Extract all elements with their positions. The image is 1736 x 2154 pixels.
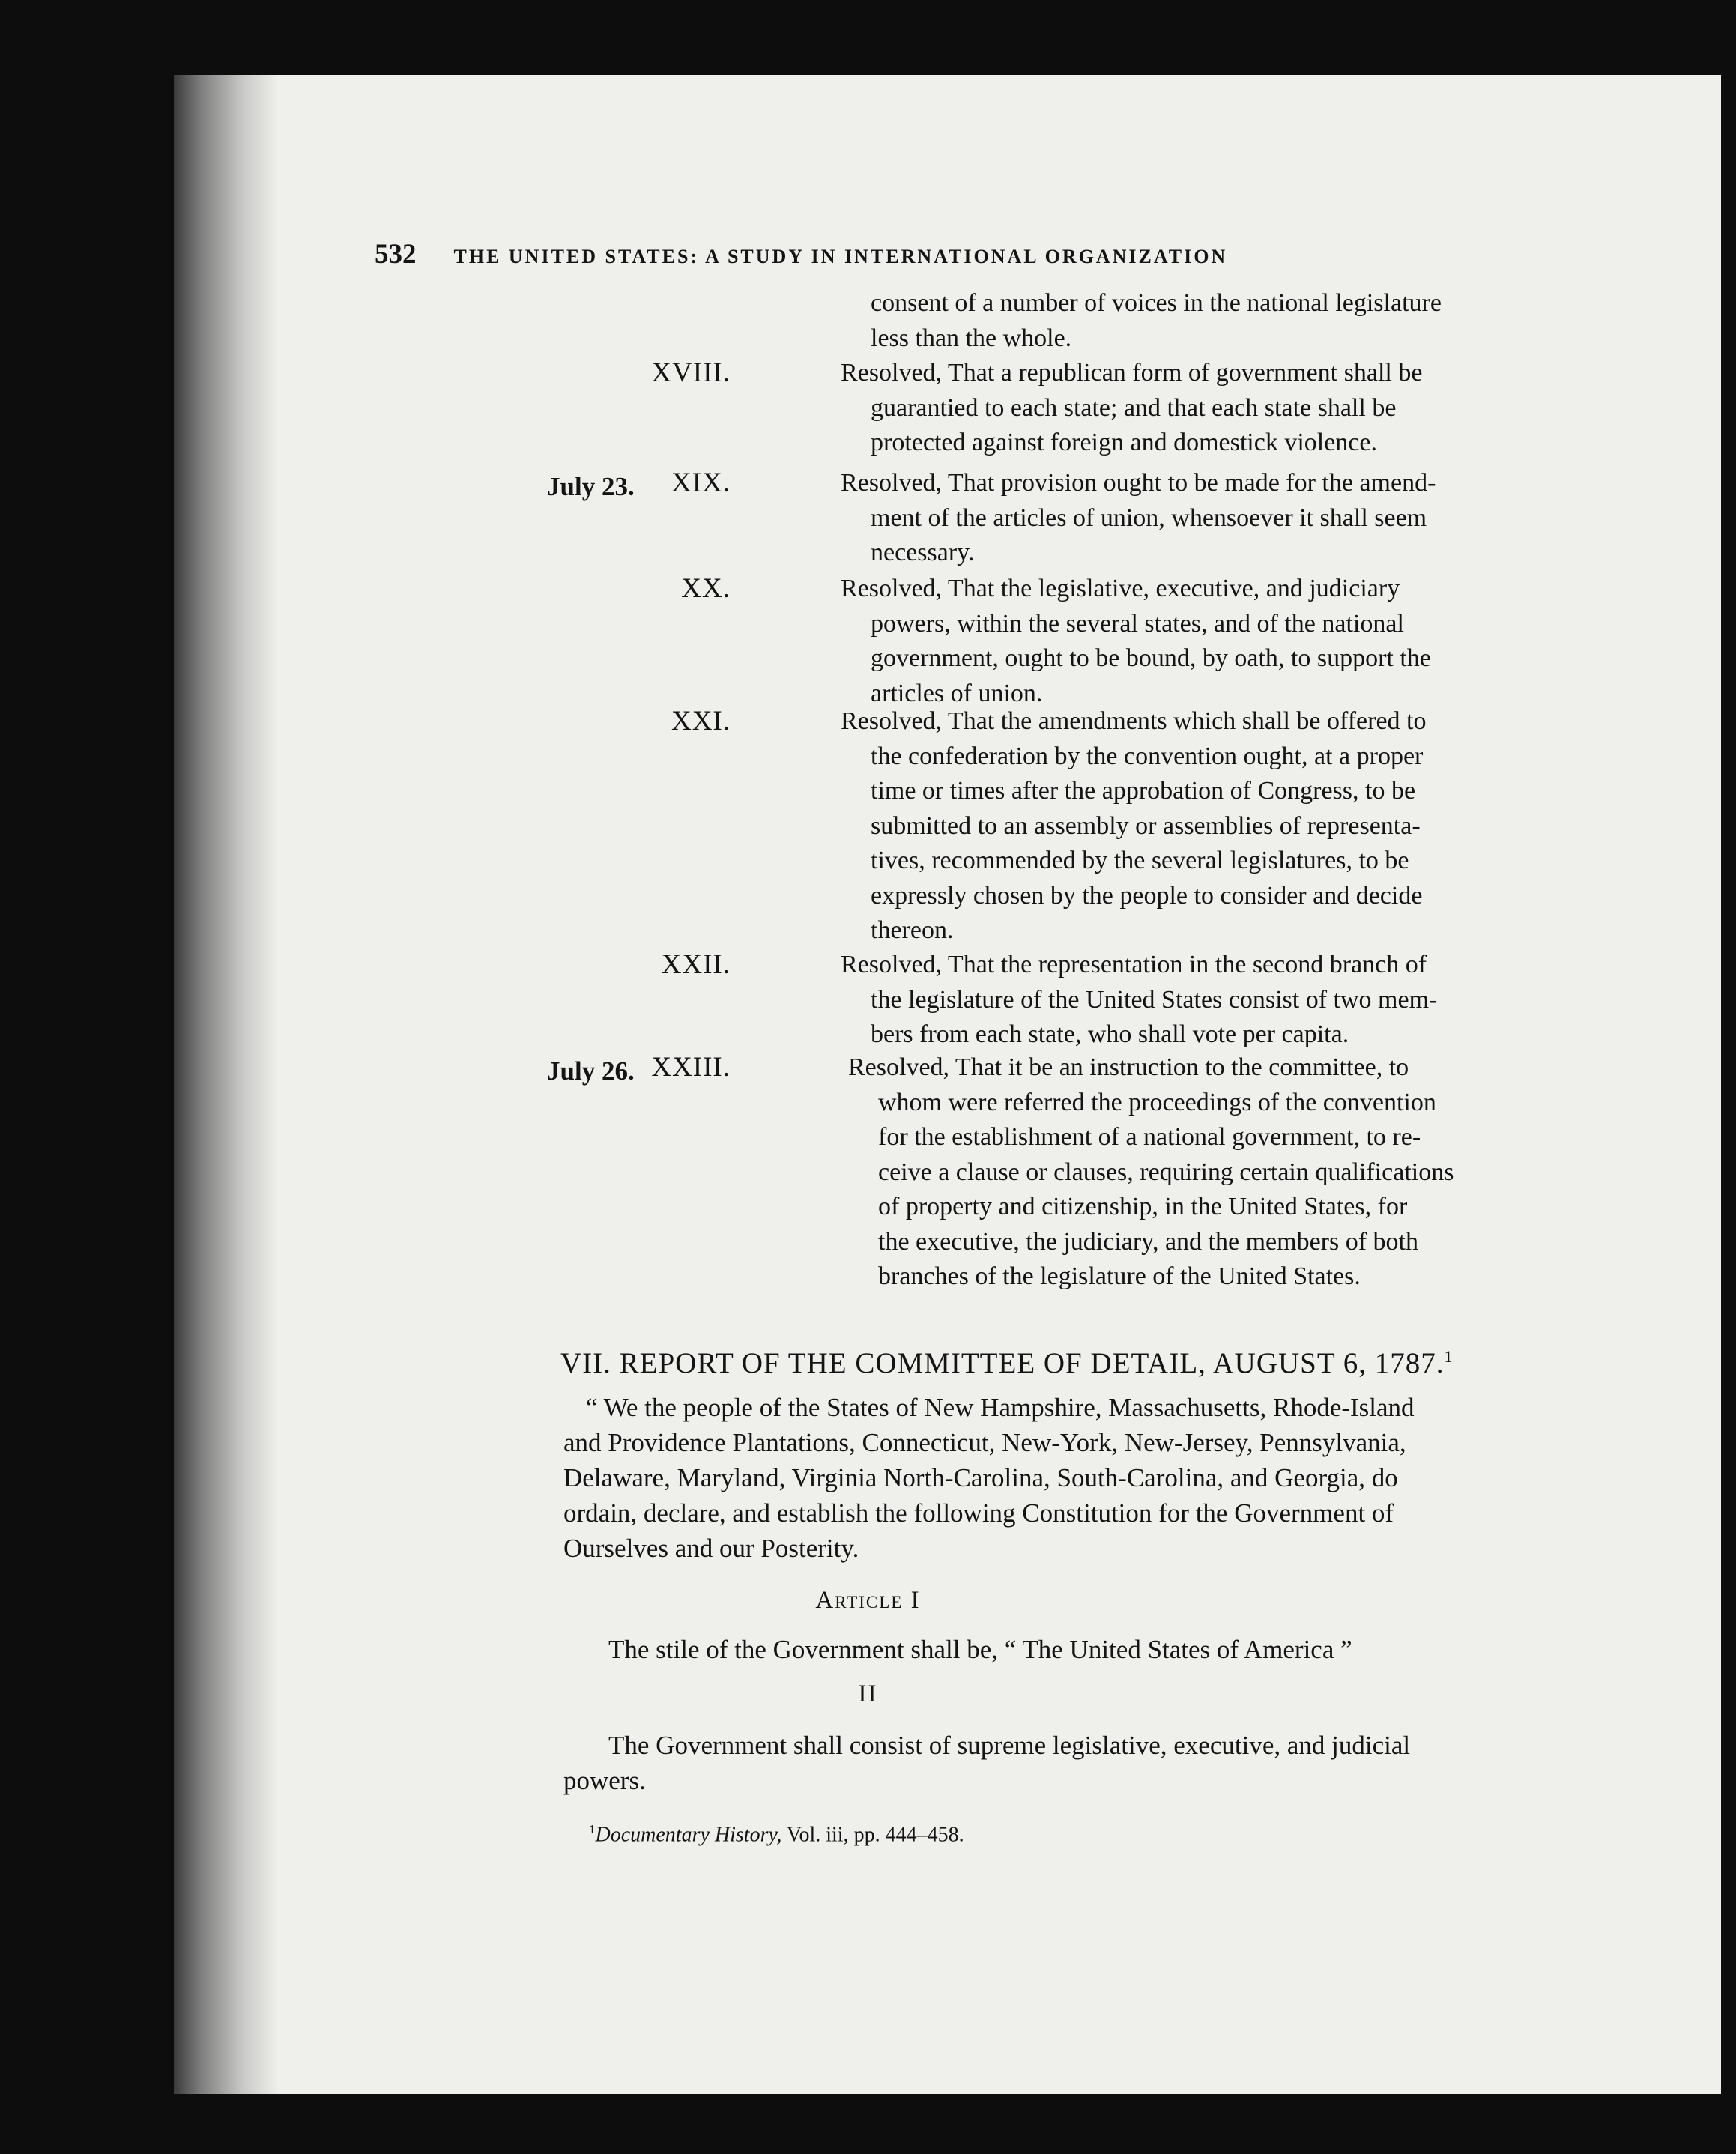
text-line: consent of a number of voices in the national legislature bbox=[871, 289, 1442, 317]
text-line: Resolved, That the legislative, executive, and judiciary bbox=[841, 575, 1400, 602]
text-line: necessary. bbox=[871, 539, 975, 566]
text-line: Resolved, That the amendments which shall be offered to bbox=[841, 707, 1427, 735]
text-line: the legislature of the United States consist of two mem- bbox=[871, 985, 1438, 1014]
binding-shadow bbox=[174, 75, 279, 2094]
text-line: government, ought to be bound, by oath, to support the bbox=[871, 644, 1431, 672]
resolution-number: XIX. bbox=[671, 468, 731, 498]
resolution-xx bbox=[681, 572, 1573, 711]
resolution-xxiii bbox=[651, 1050, 1573, 1295]
text-line: the confederation by the convention ought, at a proper bbox=[871, 742, 1424, 770]
running-head-title: THE UNITED STATES: A STUDY IN INTERNATIONAL ORGANIZATION bbox=[453, 246, 1228, 267]
text-line: “ We the people of the States of New Hampshire, Massachusetts, Rhode-Island bbox=[586, 1393, 1415, 1422]
resolution-number: XXIII. bbox=[651, 1052, 731, 1083]
text-line: ordain, declare, and establish the following Constitution for the Government of bbox=[563, 1498, 1394, 1528]
text-line: time or times after the approbation of Congress, to be bbox=[871, 777, 1416, 805]
text-line: tives, recommended by the several legislatures, to be bbox=[871, 847, 1409, 874]
text-line: powers. bbox=[563, 1766, 646, 1795]
text-line: Ourselves and our Posterity. bbox=[563, 1534, 859, 1563]
article-heading-text: II bbox=[858, 1680, 878, 1707]
text-line: for the establishment of a national government, to re- bbox=[878, 1123, 1421, 1151]
footnote-reference: Vol. iii, pp. 444–458. bbox=[781, 1823, 964, 1847]
resolution-xxi bbox=[671, 704, 1573, 949]
text-line: Delaware, Maryland, Virginia North-Carolina, South-Carolina, and Georgia, do bbox=[563, 1463, 1398, 1492]
footnote bbox=[589, 1822, 964, 1847]
margin-date-july-26: July 26. bbox=[547, 1056, 635, 1086]
text-line: the executive, the judiciary, and the members of both bbox=[878, 1227, 1418, 1256]
text-line: ceive a clause or clauses, requiring certain qualifications bbox=[878, 1158, 1454, 1186]
text-line: submitted to an assembly or assemblies of representa- bbox=[871, 811, 1421, 840]
text-line: branches of the legislature of the United States. bbox=[878, 1262, 1361, 1290]
article-heading-text: Article I bbox=[815, 1587, 921, 1614]
text-line: ment of the articles of union, whensoever it shall seem bbox=[871, 503, 1427, 532]
text-line: bers from each state, who shall vote per capita. bbox=[871, 1020, 1349, 1048]
resolution-xix bbox=[671, 466, 1573, 571]
text-line: The stile of the Government shall be, “ The United States of America ” bbox=[608, 1635, 1352, 1664]
resolution-number: XX. bbox=[681, 573, 731, 604]
text-line: less than the whole. bbox=[871, 324, 1072, 352]
footnote-number: 1 bbox=[589, 1822, 596, 1836]
text-line: and Providence Plantations, Connecticut, New-York, New-Jersey, Pennsylvania, bbox=[563, 1428, 1406, 1457]
resolution-number: XXII. bbox=[661, 949, 731, 980]
resolution-xxii bbox=[661, 948, 1573, 1053]
text-line: articles of union. bbox=[871, 679, 1043, 707]
article-heading-i bbox=[0, 1587, 1736, 1615]
text-line: The Government shall consist of supreme legislative, executive, and judicial bbox=[608, 1731, 1411, 1760]
text-line: of property and citizenship, in the United States, for bbox=[878, 1193, 1408, 1220]
text-line: thereon. bbox=[871, 916, 954, 944]
preamble-paragraph bbox=[563, 1390, 1590, 1566]
text-line: powers, within the several states, and of the national bbox=[871, 609, 1404, 638]
section-heading bbox=[560, 1346, 1453, 1380]
text-line: protected against foreign and domestick violence. bbox=[871, 429, 1377, 456]
text-line: Resolved, That provision ought to be made for the amend- bbox=[841, 469, 1436, 497]
text-line: Resolved, That the representation in the second branch of bbox=[841, 951, 1427, 978]
footnote-marker: 1 bbox=[1444, 1347, 1454, 1366]
text-line: Resolved, That a republican form of government shall be bbox=[841, 359, 1423, 387]
text-line: whom were referred the proceedings of the convention bbox=[878, 1088, 1436, 1116]
text-line: guarantied to each state; and that each state shall be bbox=[871, 393, 1397, 422]
resolution-xviii bbox=[651, 356, 1573, 461]
resolution-number: XXI. bbox=[671, 706, 731, 736]
resolution-number: XVIII. bbox=[651, 357, 731, 388]
running-head bbox=[375, 238, 1498, 270]
continued-text bbox=[871, 286, 1582, 356]
text-line: expressly chosen by the people to consider and decide bbox=[871, 881, 1423, 910]
article-ii-text bbox=[563, 1728, 1590, 1798]
footnote-source-title: Documentary History, bbox=[595, 1823, 782, 1847]
text-line: Resolved, That it be an instruction to the committee, to bbox=[848, 1053, 1409, 1081]
article-heading-ii bbox=[0, 1680, 1736, 1708]
margin-date-july-23: July 23. bbox=[547, 472, 635, 501]
page-number: 532 bbox=[375, 239, 417, 270]
article-i-text bbox=[563, 1632, 1590, 1667]
section-heading-text: VII. REPORT OF THE COMMITTEE OF DETAIL, AUGUST 6, 1787. bbox=[560, 1347, 1445, 1379]
